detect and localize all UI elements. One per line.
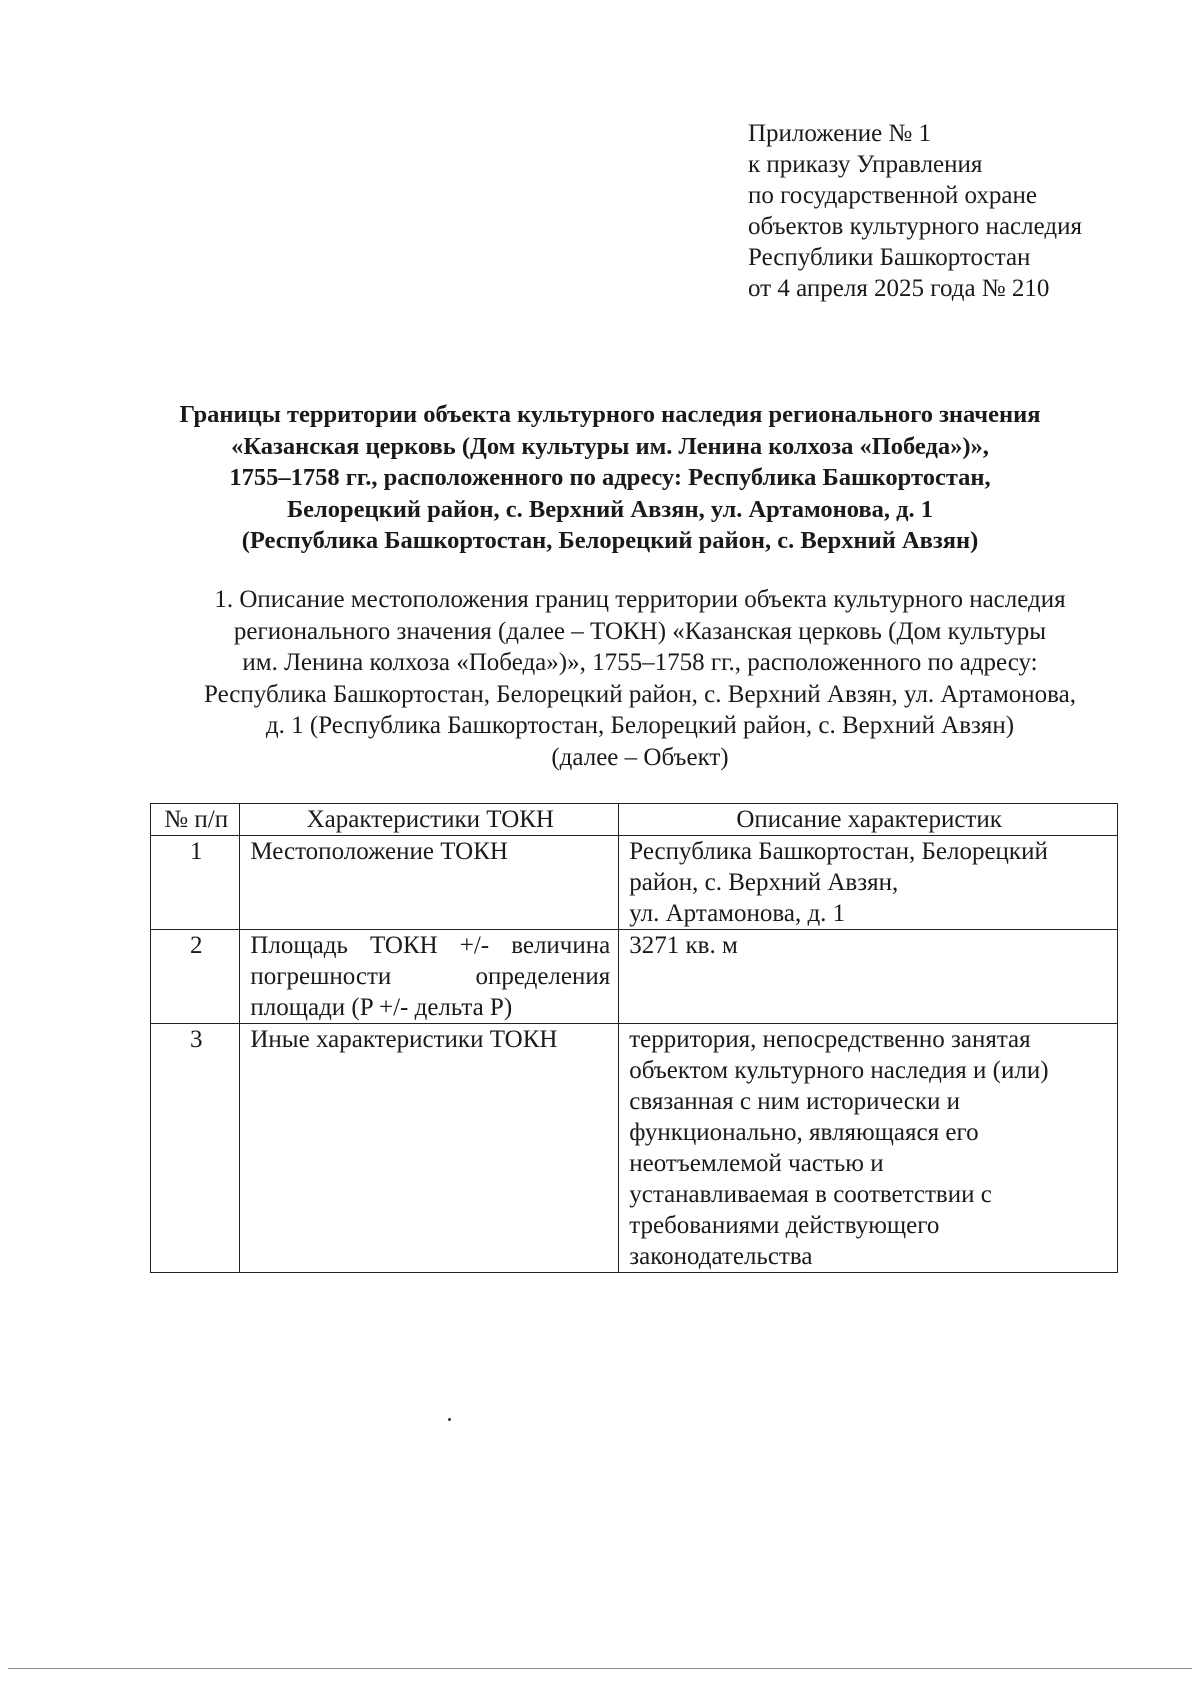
cell-line: Площадь ТОКН +/- величина (250, 932, 611, 959)
row-characteristic (240, 1024, 619, 1273)
description-line: д. 1 (Республика Башкортостан, Белорецкий район, с. Верхний Авзян) (265, 712, 1015, 739)
cell-line: устанавливаемая в соответствии с (629, 1181, 992, 1208)
row-description (619, 930, 1118, 1024)
appendix-line: Республики Башкортостан (748, 244, 1031, 271)
characteristics-table (150, 803, 1118, 1273)
appendix-line: Приложение № 1 (748, 120, 932, 147)
cell-line: 3271 кв. м (629, 932, 738, 959)
description-line: регионального значения (далее – ТОКН) «Казанская церковь (Дом культуры (233, 617, 1047, 645)
row-characteristic (240, 930, 619, 1024)
cell-line: район, с. Верхний Авзян, (629, 869, 899, 896)
table-row (151, 930, 1118, 1024)
description-line: (далее – Объект) (551, 743, 729, 771)
row-description (619, 1024, 1118, 1273)
table-header-row (151, 804, 1118, 836)
cell-line: Иные характеристики ТОКН (250, 1026, 558, 1053)
appendix-line: по государственной охране (748, 182, 1038, 209)
row-characteristic (240, 836, 619, 930)
title-line: Белорецкий район, с. Верхний Авзян, ул. Артамонова, д. 1 (286, 495, 934, 523)
row-number: 1 (151, 836, 240, 930)
description-line: 1. Описание местоположения границ территории объекта культурного наследия (214, 586, 1066, 613)
cell-line: ул. Артамонова, д. 1 (629, 900, 846, 927)
row-description (619, 836, 1118, 930)
cell-line: объектом культурного наследия и (или) (629, 1057, 1049, 1084)
table-row (151, 836, 1118, 930)
cell-line: связанная с ним исторически и (629, 1088, 961, 1115)
header-number: № п/п (151, 804, 240, 836)
scan-speck (448, 1418, 451, 1421)
header-description: Описание характеристик (619, 804, 1118, 836)
cell-line: функционально, являющаяся его (629, 1119, 979, 1146)
appendix-line: от 4 апреля 2025 года № 210 (748, 275, 1050, 302)
cell-line: территория, непосредственно занятая (629, 1026, 1031, 1053)
description-line: Республика Башкортостан, Белорецкий район, с. Верхний Авзян, ул. Артамонова, (204, 680, 1076, 708)
document-title (120, 399, 1100, 557)
row-number: 3 (151, 1024, 240, 1273)
header-characteristics: Характеристики ТОКН (240, 804, 619, 836)
cell-line: Республика Башкортостан, Белорецкий (629, 838, 1048, 865)
cell-line: площади (P +/- дельта P) (250, 994, 513, 1021)
row-number: 2 (151, 930, 240, 1024)
table-row (151, 1024, 1118, 1273)
cell-line: требованиями действующего (629, 1212, 940, 1239)
cell-line: законодательства (629, 1243, 813, 1270)
description-line: им. Ленина колхоза «Победа»)», 1755–1758 гг., расположенного по адресу: (242, 649, 1038, 676)
cell-line: неотъемлемой частью и (629, 1150, 884, 1177)
appendix-line: объектов культурного наследия (748, 213, 1082, 240)
cell-line: Местоположение ТОКН (250, 838, 508, 865)
title-line: «Казанская церковь (Дом культуры им. Ленина колхоза «Победа»)», (231, 432, 989, 460)
title-line: Границы территории объекта культурного наследия регионального значения (179, 401, 1041, 428)
appendix-block (748, 118, 1082, 304)
cell-line: погрешности определения (250, 963, 611, 990)
appendix-line: к приказу Управления (748, 151, 983, 178)
page-bottom-rule (8, 1668, 1192, 1669)
title-line: 1755–1758 гг., расположенного по адресу: Республика Башкортостан, (229, 464, 991, 491)
description-paragraph (120, 584, 1160, 773)
title-line: (Республика Башкортостан, Белорецкий район, с. Верхний Авзян) (241, 527, 979, 554)
